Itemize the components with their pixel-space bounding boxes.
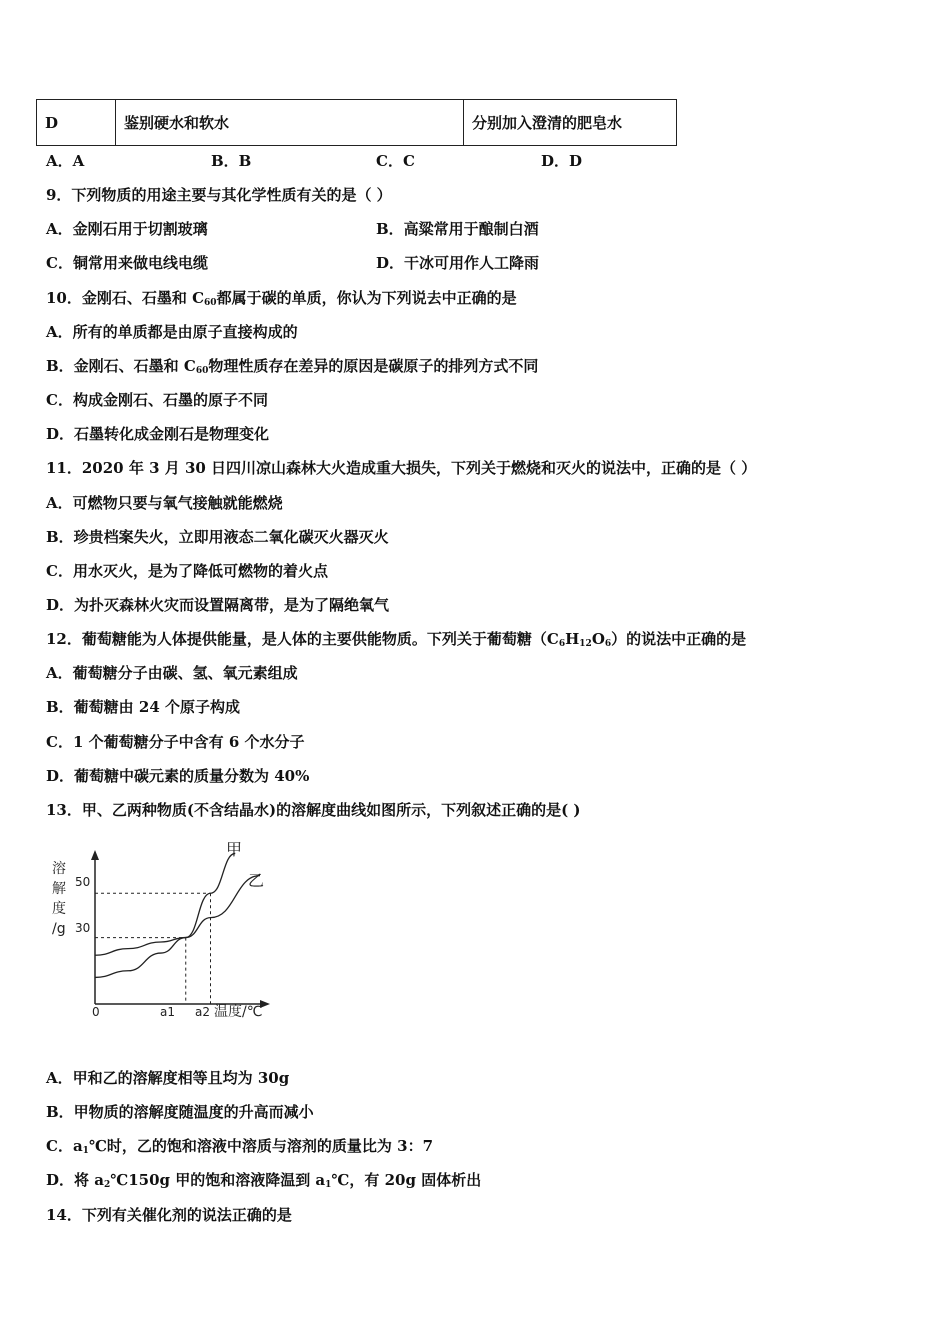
table-row bbox=[37, 100, 677, 146]
y-axis-label-4: /g bbox=[52, 921, 66, 937]
subscript: 60 bbox=[204, 298, 217, 308]
q10-option-a: A．所有的单质都是由原子直接构成的 bbox=[46, 323, 298, 341]
y-axis-arrow bbox=[91, 850, 99, 860]
q9-option-d: D．干冰可用作人工降雨 bbox=[376, 254, 540, 272]
q12-stem-text-end: ）的说法中正确的是 bbox=[611, 630, 747, 648]
origin-label: 0 bbox=[92, 1005, 100, 1019]
q11-option-d: D．为扑灭森林火灾而设置隔离带，是为了隔绝氧气 bbox=[46, 596, 390, 614]
table-cell-method: 分别加入澄清的肥皂水 bbox=[464, 100, 677, 146]
guide-lines bbox=[95, 893, 211, 1004]
series-label-jia: 甲 bbox=[226, 840, 243, 859]
q10-option-d: D．石墨转化成金刚石是物理变化 bbox=[46, 425, 270, 443]
y-axis-label-3: 度 bbox=[52, 901, 66, 917]
q13-option-d-text-end: ℃，有 20g 固体析出 bbox=[331, 1171, 482, 1189]
x-axis-label: 温度/℃ bbox=[214, 1004, 263, 1020]
subscript: 1 bbox=[325, 1180, 332, 1190]
q13-option-c-text-end: ℃时，乙的饱和溶液中溶质与溶剂的质量比为 3：7 bbox=[88, 1137, 434, 1155]
y-axis-label-2: 解 bbox=[52, 881, 66, 897]
y-axis-label bbox=[52, 860, 66, 937]
q11-option-c: C．用水灭火，是为了降低可燃物的着火点 bbox=[46, 562, 328, 580]
subscript: 6 bbox=[558, 639, 566, 649]
series-line-yi bbox=[95, 876, 260, 956]
subscript: 2 bbox=[103, 1180, 111, 1190]
q13-option-d-text-mid: ℃150g 甲的饱和溶液降温到 a bbox=[110, 1171, 326, 1189]
q10-option-b-text-end: 物理性质存在差异的原因是碳原子的排列方式不同 bbox=[208, 357, 539, 375]
q8-option-c: C．C bbox=[376, 152, 415, 170]
q10-option-b-text: B．金刚石、石墨和 C bbox=[46, 357, 196, 375]
series-lines bbox=[95, 853, 260, 977]
subscript: 12 bbox=[579, 639, 592, 649]
x-tick-a2: a2 bbox=[195, 1005, 210, 1019]
q12-option-b: B．葡萄糖由 24 个原子构成 bbox=[46, 698, 240, 716]
q8-option-a: A．A bbox=[46, 152, 85, 170]
q10-option-b bbox=[46, 356, 538, 376]
table-cell-experiment: 鉴别硬水和软水 bbox=[116, 100, 464, 146]
subscript: 60 bbox=[195, 366, 209, 376]
q13-option-d-text: D．将 a bbox=[46, 1171, 104, 1189]
q13-option-b: B．甲物质的溶解度随温度的升高而减小 bbox=[46, 1103, 314, 1121]
q9-option-a: A．金刚石用于切割玻璃 bbox=[46, 220, 208, 238]
q12-option-d: D．葡萄糖中碳元素的质量分数为 40% bbox=[46, 767, 310, 785]
options-table bbox=[36, 99, 677, 146]
q11-stem: 11．2020 年 3 月 30 日四川凉山森林大火造成重大损失，下列关于燃烧和灭火的说法中，正确的是（ ） bbox=[46, 459, 757, 477]
q10-stem bbox=[46, 288, 517, 308]
q13-option-c bbox=[46, 1136, 433, 1156]
y-axis-label-1: 溶 bbox=[52, 861, 66, 877]
solubility-chart bbox=[40, 836, 280, 1031]
q8-option-d: D．D bbox=[541, 152, 583, 170]
q14-stem: 14．下列有关催化剂的说法正确的是 bbox=[46, 1206, 292, 1224]
q12-option-c: C．1 个葡萄糖分子中含有 6 个水分子 bbox=[46, 733, 305, 751]
q10-option-c: C．构成金刚石、石墨的原子不同 bbox=[46, 391, 268, 409]
q10-stem-text-end: 都属于碳的单质，你认为下列说去中正确的是 bbox=[216, 289, 517, 307]
x-tick-a1: a1 bbox=[160, 1005, 175, 1019]
series-label-yi: 乙 bbox=[248, 871, 265, 890]
q13-option-c-text: C．a bbox=[46, 1137, 83, 1155]
formula-o: O bbox=[591, 630, 605, 648]
subscript: 6 bbox=[604, 639, 612, 649]
q9-option-b: B．高粱常用于酿制白酒 bbox=[376, 220, 539, 238]
q13-option-d bbox=[46, 1170, 481, 1190]
q9-stem: 9．下列物质的用途主要与其化学性质有关的是（ ） bbox=[46, 186, 392, 204]
y-tick-50: 50 bbox=[75, 875, 91, 889]
formula-h: H bbox=[565, 630, 580, 648]
series-line-jia bbox=[95, 853, 235, 977]
subscript: 1 bbox=[82, 1146, 89, 1156]
q11-option-b: B．珍贵档案失火，立即用液态二氧化碳灭火器灭火 bbox=[46, 528, 389, 546]
q8-option-b: B．B bbox=[211, 152, 252, 170]
q9-option-c: C．铜常用来做电线电缆 bbox=[46, 254, 208, 272]
q12-stem bbox=[46, 629, 746, 649]
q11-option-a: A．可燃物只要与氧气接触就能燃烧 bbox=[46, 494, 283, 512]
q13-option-a: A．甲和乙的溶解度相等且均为 30g bbox=[46, 1069, 290, 1087]
table-cell-label: D bbox=[37, 100, 116, 146]
y-tick-30: 30 bbox=[75, 921, 91, 935]
q12-stem-text: 12．葡萄糖能为人体提供能量，是人体的主要供能物质。下列关于葡萄糖（C bbox=[46, 630, 559, 648]
q10-stem-text: 10．金刚石、石墨和 C bbox=[46, 289, 205, 307]
q13-stem: 13．甲、乙两种物质(不含结晶水)的溶解度曲线如图所示，下列叙述正确的是( ) bbox=[46, 801, 581, 819]
q12-option-a: A．葡萄糖分子由碳、氢、氧元素组成 bbox=[46, 664, 298, 682]
